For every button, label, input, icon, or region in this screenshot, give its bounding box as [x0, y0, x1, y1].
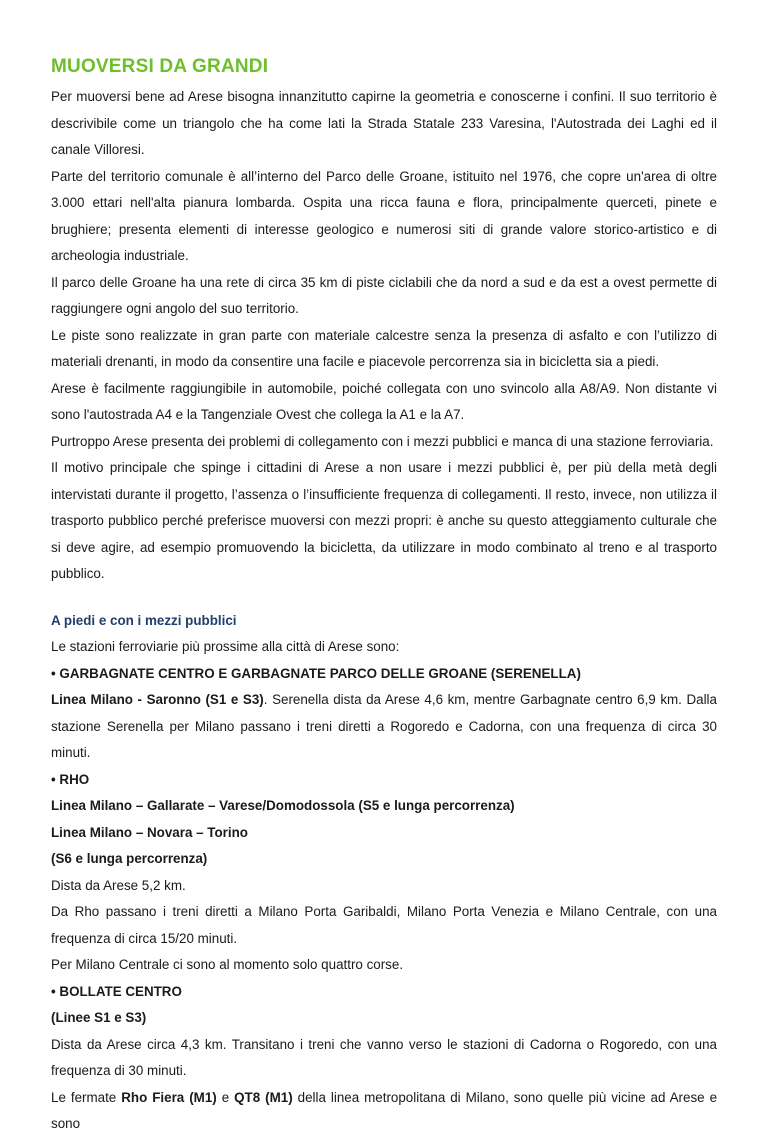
garbagnate-text: . Serenella dista da Arese 4,6 km, mentre Garbagnate centro 6,9 km. Dalla stazione Serenella per Milano passano i treni diretti a Rogoredo e Cadorna, con una frequenza di circa 30 minuti.: [51, 692, 717, 760]
intro-paragraph: Purtroppo Arese presenta dei problemi di collegamento con i mezzi pubblici e manca di una stazione ferroviaria.: [51, 433, 714, 449]
station-heading-bollate: • BOLLATE CENTRO: [51, 983, 182, 999]
rho-distance: Dista da Arese 5,2 km.: [51, 877, 186, 893]
rho-note: Per Milano Centrale ci sono al momento solo quattro corse.: [51, 957, 404, 972]
section-title: A piedi e con i mezzi pubblici: [51, 612, 237, 628]
intro-paragraph: Per muoversi bene ad Arese bisogna innanzitutto capirne la geometria e conoscerne i confini. Il suo territorio è descrivibile come un triangolo che ha come lati la Strada Statale 233 Varesina, l'Autostrada dei Laghi ed il canale Villoresi.: [51, 89, 717, 157]
metro-stop-rho-fiera: Rho Fiera (M1): [121, 1089, 217, 1105]
intro-paragraph: Il parco delle Groane ha una rete di circa 35 km di piste ciclabili che da nord a sud e da est a ovest permette di raggiungere ogni angolo del suo territorio.: [51, 274, 717, 316]
intro-paragraph: Parte del territorio comunale è all’interno del Parco delle Groane, istituito nel 1976, che copre un'area di oltre 3.000 ettari nell'alta pianura lombarda. Ospita una ricca fauna e flora, principalmente querceti, pinete e brughiere; presenta elementi di interesse geologico e numerosi siti di grande valore storico-artistico e di archeologia industriale.: [51, 168, 717, 263]
intro-paragraph: Il motivo principale che spinge i cittadini di Arese a non usare i mezzi pubblici è, per più della metà degli intervistati durante il progetto, l’assenza o l’insufficiente frequenza di collegamenti. Il resto, invece, non utilizza il trasporto pubblico perché preferisce muoversi con mezzi propri: è anche su questo atteggiamento culturale che si deve agire, ad esempio promuovendo la bicicletta, da utilizzare in modo combinato al treno e al trasporto pubblico.: [51, 460, 717, 581]
rho-line-2: Linea Milano – Novara – Torino: [51, 824, 248, 840]
station-heading-rho: • RHO: [51, 771, 90, 787]
rho-line-1: Linea Milano – Gallarate – Varese/Domodossola (S5 e lunga percorrenza): [51, 798, 515, 813]
station-heading-garbagnate: • GARBAGNATE CENTRO E GARBAGNATE PARCO DELLE GROANE (SERENELLA): [51, 665, 581, 681]
section-lead: Le stazioni ferroviarie più prossime alla città di Arese sono:: [51, 639, 400, 654]
bollate-text: Dista da Arese circa 4,3 km. Transitano i treni che vanno verso le stazioni di Cadorna o Rogoredo, con una frequenza di 30 minuti.: [51, 1036, 717, 1078]
metro-paragraph: [51, 1085, 717, 1138]
metro-post: della linea metropolitana di Milano, sono quelle più vicine ad Arese e sono: [51, 1089, 718, 1131]
metro-mid: e: [216, 1089, 235, 1105]
metro-stop-qt8: QT8 (M1): [234, 1089, 293, 1105]
garbagnate-paragraph: [51, 687, 717, 767]
intro-paragraph: Le piste sono realizzate in gran parte con materiale calcestre senza la presenza di asfalto e con l’utilizzo di materiali drenanti, in modo da consentire una facile e piacevole percorrenza sia in bicicletta sia a piedi.: [51, 327, 717, 369]
page-title: MUOVERSI DA GRANDI: [51, 56, 269, 77]
rho-text: Da Rho passano i treni diretti a Milano Porta Garibaldi, Milano Porta Venezia e Milano Centrale, con una frequenza di circa 15/20 minuti.: [51, 904, 717, 946]
bollate-lines: (Linee S1 e S3): [51, 1010, 147, 1025]
metro-pre: Le fermate: [51, 1089, 122, 1105]
rho-line-3: (S6 e lunga percorrenza): [51, 851, 208, 866]
garbagnate-line: Linea Milano - Saronno (S1 e S3): [51, 692, 264, 707]
intro-paragraph: Arese è facilmente raggiungibile in automobile, poiché collegata con uno svincolo alla A8/A9. Non distante vi sono l'autostrada A4 e la Tangenziale Ovest che collega la A1 e la A7.: [51, 380, 717, 422]
